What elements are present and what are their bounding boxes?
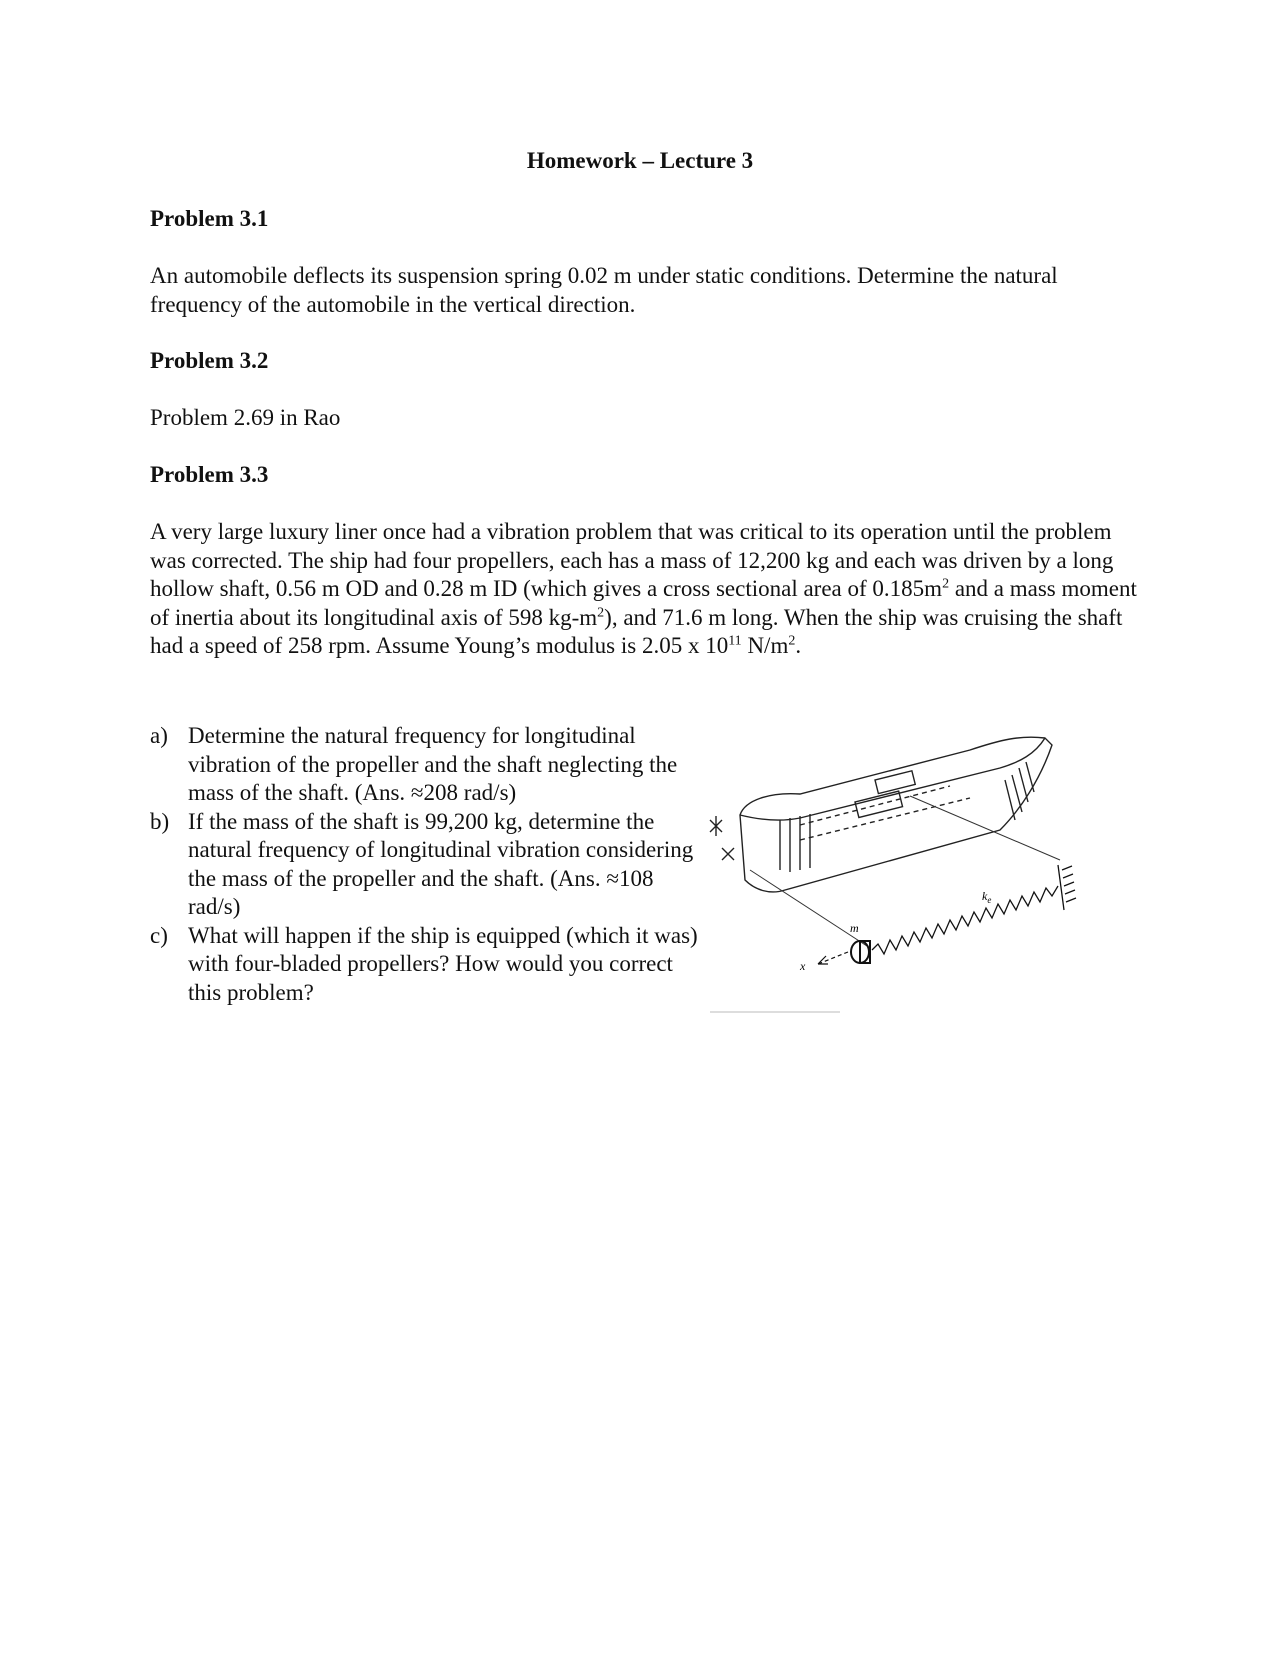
problem-3-3-parts-list xyxy=(150,722,710,1007)
list-item xyxy=(150,722,710,808)
fixed-wall xyxy=(1058,865,1076,910)
list-item-text: What will happen if the ship is equipped (which it was) with four-bladed propellers? How would you correct this problem? xyxy=(188,922,698,1005)
list-item-label: b) xyxy=(150,808,170,834)
stiffness-label xyxy=(982,889,991,905)
superscript: 2 xyxy=(788,633,796,649)
ship-hull xyxy=(710,737,1052,892)
problem-3-1-text: An automobile deflects its suspension spring 0.02 m under static conditions. Determine the natural frequency of the automobile in the vertical direction. xyxy=(150,263,1058,317)
problem-3-2-text: Problem 2.69 in Rao xyxy=(150,405,341,430)
ship-shaft-diagram xyxy=(700,720,1120,1020)
problem-3-3-text-part4: N/m xyxy=(741,633,789,658)
problem-3-3-heading: Problem 3.3 xyxy=(150,462,269,487)
list-item-label: a) xyxy=(150,723,168,748)
problem-3-3-text-part2: and a mass moment of inertia about its longitudinal axis of 598 kg-m xyxy=(150,576,1137,630)
displacement-label: x xyxy=(800,959,806,973)
problem-3-3-text-part3: ), and 71.6 m long. When the ship was cruising the shaft had a speed of 258 rpm. Assume Young’s modulus is 2.05 x 10 xyxy=(150,604,1123,658)
superscript: 11 xyxy=(728,633,742,649)
mass-element xyxy=(851,941,870,963)
list-item xyxy=(150,808,710,922)
list-item-text: If the mass of the shaft is 99,200 kg, determine the natural frequency of longitudinal vibration considering the mass of the propeller and the shaft. (Ans. ≈108 rad/s) xyxy=(188,808,694,919)
superscript: 2 xyxy=(942,576,950,592)
page-title: Homework – Lecture 3 xyxy=(526,148,754,173)
problem-3-3-text-part5: . xyxy=(795,633,802,658)
mass-label: m xyxy=(850,921,859,935)
stiffness-symbol: k xyxy=(982,889,988,903)
list-item-label: c) xyxy=(150,922,168,948)
problem-3-2-heading: Problem 3.2 xyxy=(150,348,269,373)
list-item-text: Determine the natural frequency for longitudinal vibration of the propeller and the shaft neglecting the mass of the shaft. (Ans. ≈208 rad/s) xyxy=(188,723,678,805)
displacement-arrow xyxy=(818,952,848,964)
problem-3-3-text xyxy=(150,518,1140,661)
superscript: 2 xyxy=(597,604,605,620)
spring-element xyxy=(872,886,1058,954)
problem-3-3-text-part1: A very large luxury liner once had a vibration problem that was critical to its operation until the problem was corrected. The ship had four propellers, each has a mass of 12,200 kg and each was driven by a long hollow shaft, 0.56 m OD and 0.28 m ID (which gives a cross sectional area of 0.185m xyxy=(150,519,1114,601)
problem-3-1-heading: Problem 3.1 xyxy=(150,206,269,231)
stiffness-subscript: e xyxy=(987,895,992,905)
list-item xyxy=(150,922,710,1008)
